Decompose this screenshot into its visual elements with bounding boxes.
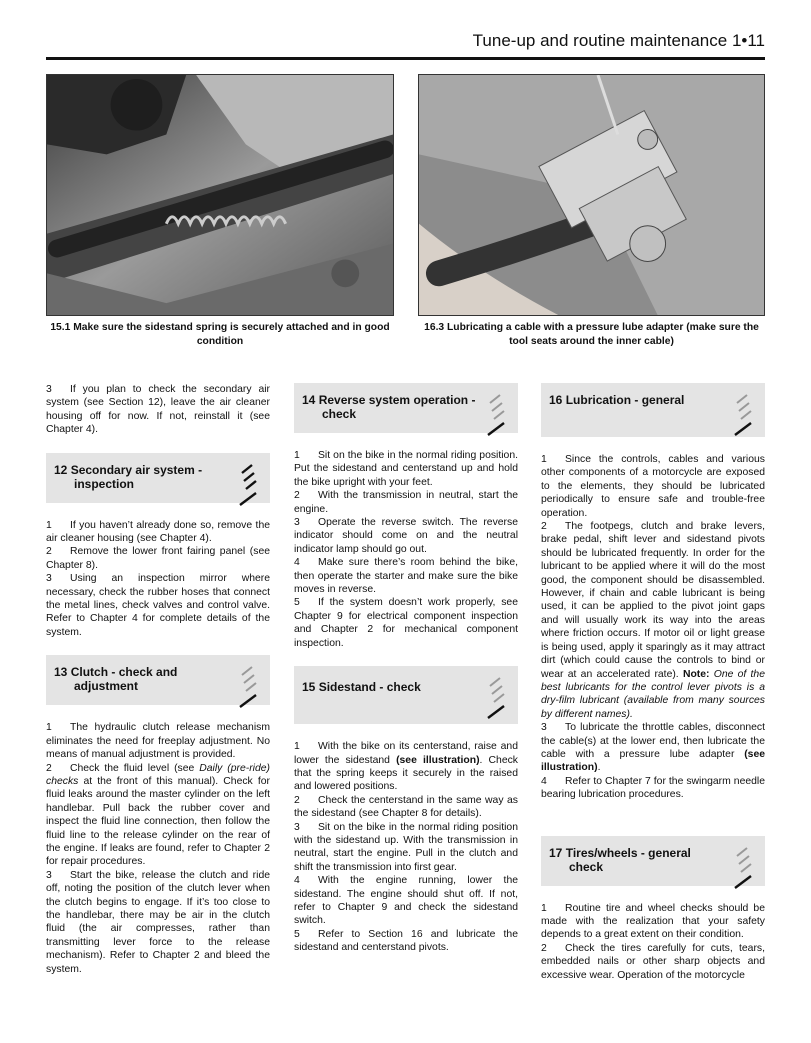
paragraph-number: 2 xyxy=(541,942,547,954)
section-header-16 xyxy=(541,383,765,437)
paragraph xyxy=(294,489,518,516)
difficulty-spanner-icon xyxy=(236,661,264,711)
paragraph xyxy=(541,942,765,982)
section-title: Clutch - check and adjustment xyxy=(70,665,178,694)
paragraph-number: 5 xyxy=(294,928,300,940)
paragraph-number: 1 xyxy=(46,519,52,531)
paragraph-number: 1 xyxy=(294,741,300,753)
paragraph-text: With the bike on its centerstand, raise and lower the sidestand (see illustration). Check that the spring keeps it securely in the raised and lowered positions. xyxy=(294,741,518,793)
section-header-13 xyxy=(46,655,270,705)
paragraph-number: 5 xyxy=(294,597,300,609)
paragraph-number: 2 xyxy=(541,521,547,533)
paragraph-text: The footpegs, clutch and brake levers, brake pedal, shift lever and sidestand pivots should be lubricated frequently. In order for the lubricant to be applied where it will do the most good, the component should be disassembled. However, if chain and cable lubricant is being used, it can be applied to the pivot joint gaps and will usually work its way into the areas where friction occurs. If motor oil or light grease is being used, apply it sparingly as it may attract dirt (which could cause the controls to bind or wear at an accelerated rate). Note: One of the best lubricants for the control lever pivots is a dry-film lubricant (available from many sources by different names). xyxy=(541,521,765,720)
section-number: 17 xyxy=(549,845,563,860)
paragraph-number: 1 xyxy=(541,454,547,465)
page-header-title: Tune-up and routine maintenance 1•11 xyxy=(472,31,765,50)
section-number: 16 xyxy=(549,393,563,407)
paragraph-text: If the system doesn’t work properly, see Chapter 9 for electrical component inspection and Chapter 2 for mechanical component inspection. xyxy=(294,597,518,649)
paragraph xyxy=(294,874,518,928)
column-2 xyxy=(294,383,518,955)
paragraph-text: Check the fluid level (see Daily (pre-ride) checks at the front of this manual). Check for fluid leaks around the master cylinder on the left handlebar. Pull back the rubber cover and inspect the fluid line connection, then follow the fluid line to the release cylinder on the rear of the engine. If leaks are found, refer to Chapter 2 for repair procedures. xyxy=(46,762,270,868)
paragraph-number: 4 xyxy=(294,557,300,569)
difficulty-spanner-icon xyxy=(731,842,759,892)
section-title: Tires/wheels - general check xyxy=(565,845,691,874)
paragraph xyxy=(541,721,765,775)
paragraph-text: Refer to Section 16 and lubricate the sidestand and centerstand pivots. xyxy=(294,928,518,954)
section-title: Secondary air system - inspection xyxy=(70,462,203,491)
paragraph-number: 4 xyxy=(541,775,547,787)
paragraph xyxy=(46,869,270,976)
paragraph-text: Remove the lower front fairing panel (see Chapter 8). xyxy=(46,546,270,571)
paragraph-number: 3 xyxy=(294,821,300,833)
paragraph-text: Since the controls, cables and various other components of a motorcycle are exposed to the elements, they should be lubricated periodically to ensure safe and trouble-free operation. xyxy=(541,454,765,519)
paragraph xyxy=(294,556,518,596)
paragraph xyxy=(294,596,518,650)
paragraph xyxy=(541,520,765,721)
section-header-17 xyxy=(541,836,765,886)
paragraph-number: 2 xyxy=(294,490,300,502)
photo-sidestand-spring xyxy=(46,74,394,316)
paragraph-number: 1 xyxy=(541,902,547,914)
paragraph-text: The hydraulic clutch release mechanism eliminates the need for freeplay adjustment. No means of manual adjustment is provided. xyxy=(46,722,270,761)
paragraph-text: With the engine running, lower the sidestand. The engine should shut off. If not, refer to Chapter 9 and check the sidestand switch. xyxy=(294,875,518,927)
paragraph-text: Make sure there’s room behind the bike, then operate the starter and make sure the bike moves in reverse. xyxy=(294,557,518,596)
paragraph xyxy=(294,928,518,955)
paragraph-text: Operate the reverse switch. The reverse indicator should come on and the neutral indicator lamp should go out. xyxy=(294,517,518,555)
paragraph-text: Routine tire and wheel checks should be made with the realization that your safety depends to a great extent on their condition. xyxy=(541,902,765,941)
paragraph xyxy=(541,453,765,520)
paragraph-text: Start the bike, release the clutch and ride off, noting the position of the clutch lever when the clutch begins to engage. If it’s too close to the handlebar, there may be air in the clutch fluid (the air compresses, rather than transmitting lever force to the release mechanism). Refer to Chapter 2 and bleed the system. xyxy=(46,869,270,975)
paragraph-number: 4 xyxy=(294,875,300,887)
paragraph-number: 3 xyxy=(294,517,300,529)
paragraph xyxy=(294,821,518,875)
paragraph xyxy=(294,740,518,794)
section-number: 12 xyxy=(54,462,68,477)
paragraph xyxy=(46,519,270,546)
paragraph xyxy=(294,794,518,821)
paragraph-text: Check the centerstand in the same way as the sidestand (see Chapter 8 for details). xyxy=(294,794,518,820)
column-3 xyxy=(541,383,765,982)
paragraph xyxy=(46,721,270,761)
section-title: Reverse system operation - check xyxy=(318,393,476,421)
difficulty-spanner-icon xyxy=(484,672,512,722)
photo-pressure-lube-adapter xyxy=(418,74,765,316)
paragraph xyxy=(46,572,270,639)
paragraph-text: If you plan to check the secondary air system (see Section 12), leave the air cleaner housing off for now. If not, reinstall it (see Chapter 4). xyxy=(46,384,270,436)
difficulty-spanner-icon xyxy=(236,459,264,509)
paragraph xyxy=(541,775,765,802)
section-header-14 xyxy=(294,383,518,433)
paragraph-number: 3 xyxy=(46,573,52,585)
figure-caption-16-3: 16.3 Lubricating a cable with a pressure lube adapter (make sure the tool seats around the inner cable) xyxy=(424,322,759,347)
paragraph-text: Check the tires carefully for cuts, tears, embedded nails or other sharp objects and excessive wear. Operation of the motorcycle xyxy=(541,942,765,981)
paragraph xyxy=(294,449,518,489)
paragraph xyxy=(46,545,270,572)
figure-caption-15-1: 15.1 Make sure the sidestand spring is securely attached and in good condition xyxy=(50,322,390,347)
section-number: 13 xyxy=(54,665,68,680)
paragraph xyxy=(46,762,270,869)
paragraph-text: If you haven’t already done so, remove the air cleaner housing (see Chapter 4). xyxy=(46,519,270,545)
paragraph-text: Using an inspection mirror where necessary, check the rubber hoses that connect the metal lines, check valves and control valve. Refer to Chapter 4 for complete details of the system. xyxy=(46,573,270,638)
paragraph xyxy=(46,383,270,437)
paragraph-number: 1 xyxy=(46,722,52,734)
section-header-12 xyxy=(46,453,270,503)
paragraph-number: 2 xyxy=(46,762,52,774)
paragraph xyxy=(541,902,765,942)
paragraph xyxy=(294,516,518,556)
section-title: Sidestand - check xyxy=(318,680,421,695)
paragraph-number: 2 xyxy=(294,794,300,806)
paragraph-number: 1 xyxy=(294,450,300,461)
section-header-15 xyxy=(294,666,518,724)
paragraph-number: 3 xyxy=(541,722,547,734)
header-rule xyxy=(46,57,765,60)
section-title: Lubrication - general xyxy=(565,393,685,407)
section-number: 15 xyxy=(302,680,316,695)
section-number: 14 xyxy=(302,393,316,407)
paragraph-number: 3 xyxy=(46,869,52,881)
column-1 xyxy=(46,383,270,976)
paragraph-number: 3 xyxy=(46,384,52,395)
difficulty-spanner-icon xyxy=(731,389,759,439)
paragraph-text: Refer to Chapter 7 for the swingarm needle bearing lubrication procedures. xyxy=(541,775,765,801)
paragraph-text: To lubricate the throttle cables, disconnect the cable(s) at the lower end, then lubricate the cable with a pressure lube adapter (see illustration). xyxy=(541,722,765,774)
paragraph-text: Sit on the bike in the normal riding position with the sidestand up. With the transmission in neutral, start the engine. Pull in the clutch and shift the transmission into first gear. xyxy=(294,821,518,873)
paragraph-number: 2 xyxy=(46,546,52,558)
paragraph-text: With the transmission in neutral, start the engine. xyxy=(294,490,518,515)
paragraph-text: Sit on the bike in the normal riding position. Put the sidestand and centerstand up and hold the bike upright with your feet. xyxy=(294,450,518,488)
difficulty-spanner-icon xyxy=(484,389,512,439)
